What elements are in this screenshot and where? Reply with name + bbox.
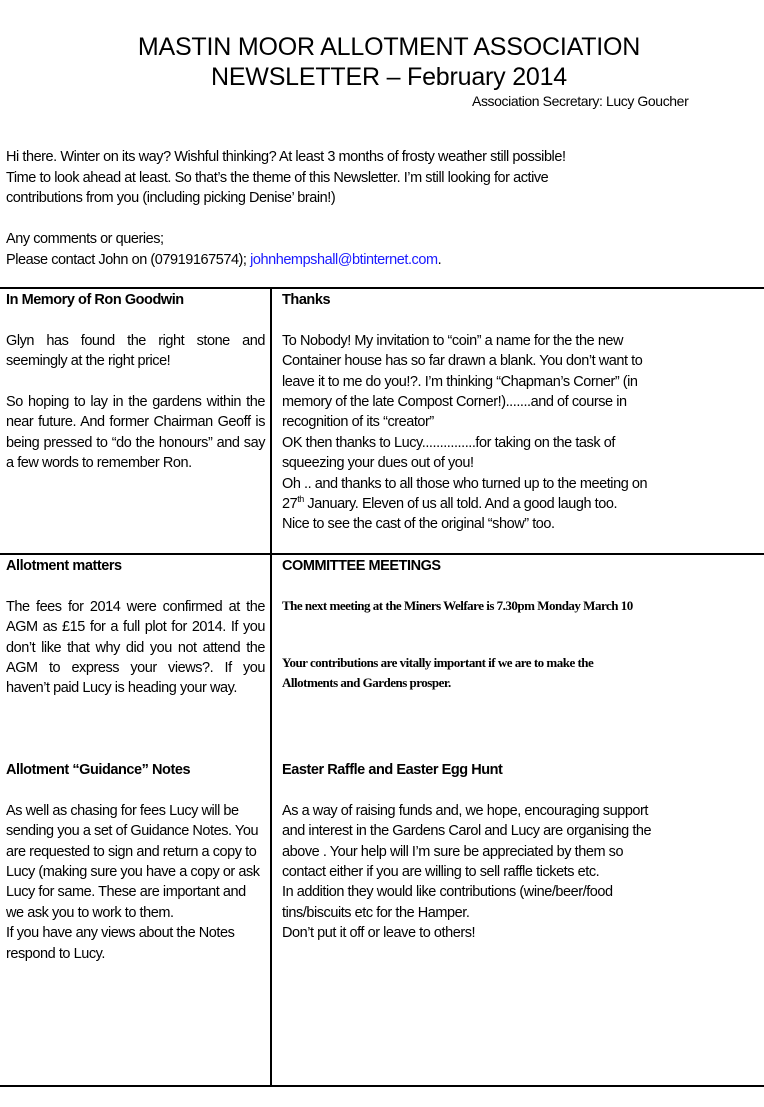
newsletter-subtitle: NEWSLETTER – February 2014 bbox=[210, 63, 568, 91]
easter-section bbox=[282, 760, 764, 944]
thanks-line: Nice to see the cast of the original “show” too. bbox=[282, 516, 555, 533]
thanks-line: recognition of its “creator” bbox=[282, 414, 434, 431]
thanks-section bbox=[282, 290, 764, 535]
guidance-section bbox=[6, 760, 265, 964]
contact-line bbox=[6, 250, 764, 271]
table-column-divider bbox=[270, 287, 272, 1087]
thanks-line: Container house has so far drawn a blank. You don’t want to bbox=[282, 353, 643, 370]
easter-line: In addition they would like contributions (wine/beer/food bbox=[282, 884, 613, 901]
thanks-line: OK then thanks to Lucy...............for taking on the task of bbox=[282, 434, 615, 451]
guidance-paragraph: If you have any views about the Notes respond to Lucy. bbox=[6, 925, 235, 962]
thanks-line: squeezing your dues out of you! bbox=[282, 455, 474, 472]
email-link[interactable]: johnhempshall@btinternet.com bbox=[250, 251, 438, 268]
thanks-heading: Thanks bbox=[282, 292, 331, 308]
thanks-line: leave it to me do you!?. I’m thinking “Chapman’s Corner” (in bbox=[282, 373, 638, 390]
committee-section bbox=[282, 556, 764, 690]
committee-next-meeting: The next meeting at the Miners Welfare is 7.30pm Monday March 10 bbox=[282, 598, 633, 613]
easter-line: above . Your help will I’m sure be appreciated by them so bbox=[282, 843, 624, 860]
intro-line: Time to look ahead at least. So that’s the theme of this Newsletter. I’m still looking for active bbox=[6, 169, 549, 186]
memory-paragraph: So hoping to lay in the gardens within the near future. And former Chairman Geoff is being pressed to “do the honours” and say a few words to remember Ron. bbox=[6, 394, 265, 472]
thanks-line: memory of the late Compost Corner!).......and of course in bbox=[282, 394, 627, 411]
newsletter-title: MASTIN MOOR ALLOTMENT ASSOCIATION bbox=[137, 33, 641, 61]
intro-line: Hi there. Winter on its way? Wishful thinking? At least 3 months of frosty weather still possible! bbox=[6, 149, 566, 165]
easter-line: contact either if you are willing to sell raffle tickets etc. bbox=[282, 864, 600, 881]
intro-text bbox=[6, 147, 764, 270]
intro-spacer bbox=[6, 209, 764, 230]
memory-paragraph: Glyn has found the right stone and seemingly at the right price! bbox=[6, 332, 265, 370]
committee-note: Allotments and Gardens prosper. bbox=[282, 675, 451, 690]
easter-heading: Easter Raffle and Easter Egg Hunt bbox=[282, 762, 503, 778]
memory-heading: In Memory of Ron Goodwin bbox=[6, 292, 184, 308]
allotment-section bbox=[6, 556, 265, 699]
association-secretary: Association Secretary: Lucy Goucher bbox=[472, 93, 689, 109]
committee-note: Your contributions are vitally important if we are to make the bbox=[282, 655, 594, 670]
thanks-line: 27th January. Eleven of us all told. And a good laugh too. bbox=[282, 494, 618, 513]
table-bottom-border bbox=[0, 1085, 764, 1087]
allotment-heading: Allotment matters bbox=[6, 558, 122, 574]
contact-prefix: Please contact John on (07919167574); bbox=[6, 251, 251, 268]
table-top-border bbox=[0, 287, 764, 289]
thanks-line: Oh .. and thanks to all those who turned up to the meeting on bbox=[282, 475, 648, 492]
allotment-paragraph: The fees for 2014 were confirmed at the AGM as £15 for a full plot for 2014. If you don’t like that why did you not attend the AGM to express your views?. If you haven’t paid Lucy is heading your way. bbox=[6, 598, 265, 697]
table-row-divider bbox=[0, 553, 764, 555]
easter-line: Don’t put it off or leave to others! bbox=[282, 925, 476, 942]
contact-suffix: . bbox=[437, 251, 442, 268]
memory-section bbox=[6, 290, 265, 474]
intro-line: contributions from you (including picking Denise’ brain!) bbox=[6, 190, 336, 206]
intro-line: Any comments or queries; bbox=[6, 231, 164, 247]
committee-heading: COMMITTEE MEETINGS bbox=[282, 558, 441, 574]
guidance-paragraph: As well as chasing for fees Lucy will be sending you a set of Guidance Notes. You are requested to sign and return a copy to Lucy (making sure you have a copy or ask Lucy for same. These are important and we ask you to work to them. bbox=[6, 802, 260, 921]
easter-line: and interest in the Gardens Carol and Lucy are organising the bbox=[282, 823, 652, 840]
thanks-line: To Nobody! My invitation to “coin” a name for the the new bbox=[282, 332, 624, 349]
easter-line: As a way of raising funds and, we hope, encouraging support bbox=[282, 802, 649, 819]
easter-line: tins/biscuits etc for the Hamper. bbox=[282, 904, 470, 921]
guidance-heading: Allotment “Guidance” Notes bbox=[6, 762, 191, 778]
